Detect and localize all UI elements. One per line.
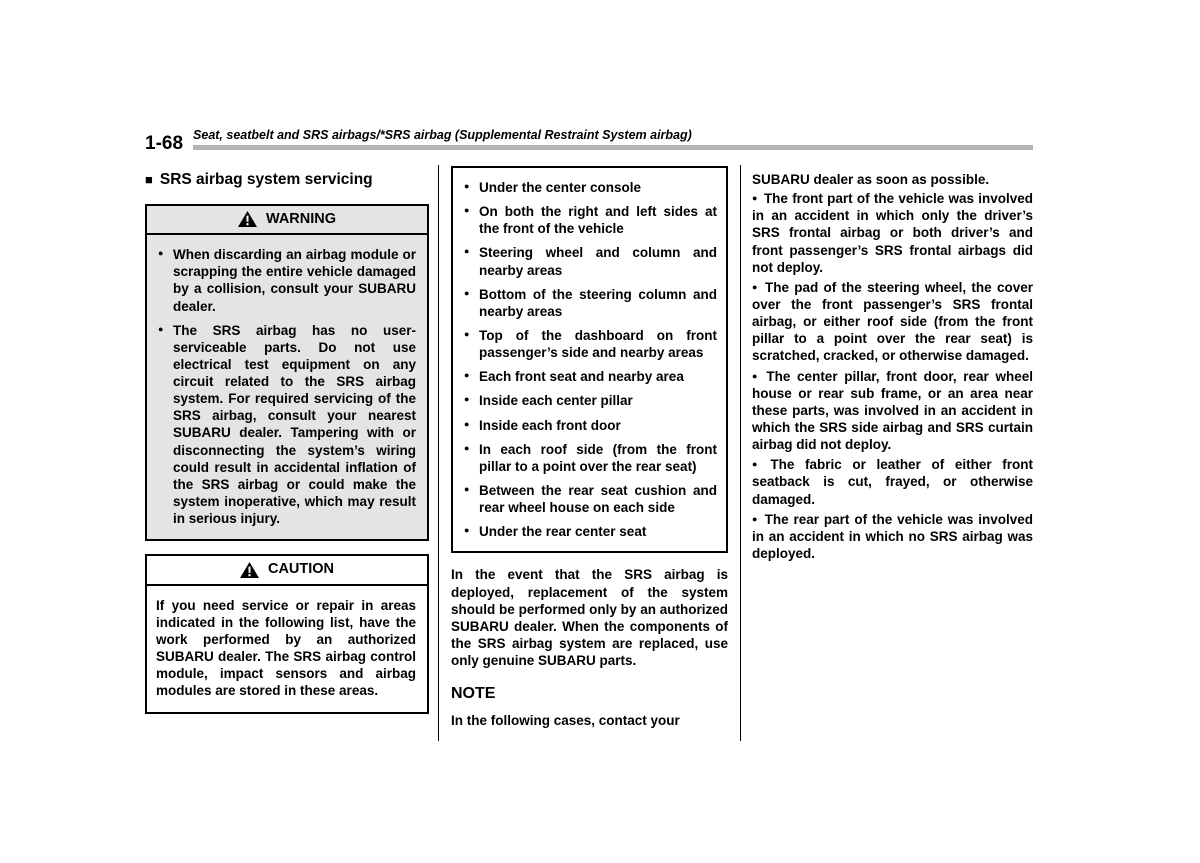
left-column	[145, 168, 429, 727]
list-item-text: Under the center console	[479, 180, 642, 195]
list-item	[462, 523, 717, 540]
note-text: In the following cases, contact your	[451, 712, 680, 728]
service-areas-box	[451, 166, 728, 553]
bullet-icon: ●	[464, 181, 470, 191]
list-item	[156, 322, 416, 528]
list-item	[752, 368, 1033, 454]
caution-header	[147, 556, 427, 585]
list-item	[752, 279, 1033, 365]
list-item	[156, 246, 416, 315]
list-item-text: When discarding an airbag module or scrapping the entire vehicle damaged by a collision, consult your SUBARU dealer.	[173, 247, 416, 314]
list-item	[752, 511, 1033, 562]
bullet-icon: ●	[752, 193, 758, 204]
section-marker-icon: ■	[145, 172, 153, 188]
column-divider-right	[740, 165, 741, 741]
list-item-text: On both the right and left sides at the front of the vehicle	[479, 204, 717, 237]
list-item	[462, 286, 717, 320]
list-item-text: The center pillar, front door, rear wheel house or rear sub frame, or an area near these parts, was involved in an accident in which the SRS side airbag and SRS curtain airbag did not deploy.	[752, 368, 1033, 453]
caution-triangle-icon	[240, 562, 259, 578]
list-item	[462, 327, 717, 361]
bullet-icon: ●	[464, 394, 470, 405]
section-title	[145, 170, 429, 190]
list-item	[462, 244, 717, 278]
list-item-text: Under the rear center seat	[479, 524, 647, 540]
list-item-text: The front part of the vehicle was involved in an accident in which only the driver’s SRS frontal airbag or both driver’s and front passenger’s SRS frontal airbags did not deploy.	[752, 191, 1033, 275]
bullet-icon: ●	[464, 442, 470, 453]
service-areas-list	[462, 179, 717, 540]
list-item	[462, 179, 717, 196]
list-item	[462, 417, 717, 434]
warning-box	[145, 204, 429, 542]
list-item	[462, 392, 717, 409]
warning-body	[147, 235, 427, 539]
warning-label: WARNING	[265, 210, 337, 227]
bullet-icon: ●	[464, 525, 470, 536]
bullet-icon: ●	[464, 328, 470, 339]
list-item-text: Between the rear seat cushion and rear wheel house on each side	[479, 482, 717, 516]
header-rule	[193, 126, 1033, 150]
bullet-icon: ●	[752, 370, 761, 381]
list-item-text: Steering wheel and column and nearby areas	[479, 245, 717, 278]
bullet-icon: ●	[752, 281, 759, 292]
bullet-icon: ●	[464, 483, 470, 494]
bullet-icon: ●	[464, 205, 470, 216]
bullet-icon: ●	[464, 246, 470, 257]
caution-body	[147, 586, 427, 712]
right-column	[752, 171, 1033, 565]
warning-header	[147, 206, 427, 235]
list-item-text: Inside each center pillar	[479, 393, 633, 409]
list-item-text: The pad of the steering wheel, the cover over the front passenger’s SRS frontal airbag, or either roof side (from the front pillar to a point over the rear seat) is scratched, cracked, or otherwise damaged.	[752, 279, 1033, 364]
column-divider-left	[438, 165, 439, 741]
page-number: 1-68	[145, 133, 184, 154]
list-item	[752, 456, 1033, 507]
list-item	[462, 482, 717, 516]
list-item-text: Each front seat and nearby area	[479, 369, 684, 385]
list-item-text: Bottom of the steering column and nearby areas	[479, 286, 717, 319]
bullet-icon: ●	[464, 370, 470, 381]
section-title-text: SRS airbag system servicing	[159, 171, 373, 188]
list-item-text: The rear part of the vehicle was involved in an accident in which no SRS airbag was deployed.	[752, 511, 1033, 561]
bullet-icon: ●	[752, 513, 759, 524]
warning-triangle-icon	[238, 211, 257, 227]
note-continuation: SUBARU dealer as soon as possible.	[752, 172, 990, 187]
bullet-icon: ●	[464, 418, 470, 429]
list-item	[752, 190, 1033, 276]
list-item	[462, 368, 717, 385]
list-item-text: In each roof side (from the front pillar to a point over the rear seat)	[479, 441, 717, 474]
deployment-paragraph: In the event that the SRS airbag is deployed, replacement of the system should be performed only by an authorized SUBARU dealer. When the components of the SRS airbag system are replaced, use only genuine SUBARU parts.	[451, 567, 728, 669]
caution-box	[145, 554, 429, 713]
page-title: Seat, seatbelt and SRS airbags/*SRS airbag (Supplemental Restraint System airbag)	[193, 128, 692, 142]
list-item-text: The fabric or leather of either front seatback is cut, frayed, or otherwise damaged.	[752, 457, 1034, 507]
list-item-text: Top of the dashboard on front passenger’s side and nearby areas	[479, 327, 717, 361]
list-item	[462, 203, 717, 237]
bullet-icon: ●	[158, 323, 164, 334]
page-header	[145, 126, 1033, 154]
caution-text: If you need service or repair in areas indicated in the following list, have the work performed by an authorized SUBARU dealer. The SRS airbag control module, impact sensors and airbag modules are stored in these areas.	[156, 597, 416, 699]
note-heading: NOTE	[451, 685, 496, 703]
list-item	[462, 441, 717, 475]
list-item-text: The SRS airbag has no user-serviceable parts. Do not use electrical test equipment on any circuit related to the SRS airbag system. For required servicing of the SRS airbag, consult your nearest SUBARU dealer. Tampering with or disconnecting the system’s wiring could result in accidental inflation of the SRS airbag or could make the system inoperative, which may result in serious injury.	[173, 322, 416, 527]
bullet-icon: ●	[158, 248, 164, 259]
middle-column	[451, 166, 728, 729]
bullet-icon: ●	[464, 287, 470, 298]
caution-label: CAUTION	[267, 561, 335, 578]
warning-list	[156, 246, 416, 527]
bullet-icon: ●	[752, 459, 765, 470]
list-item-text: Inside each front door	[479, 417, 621, 433]
